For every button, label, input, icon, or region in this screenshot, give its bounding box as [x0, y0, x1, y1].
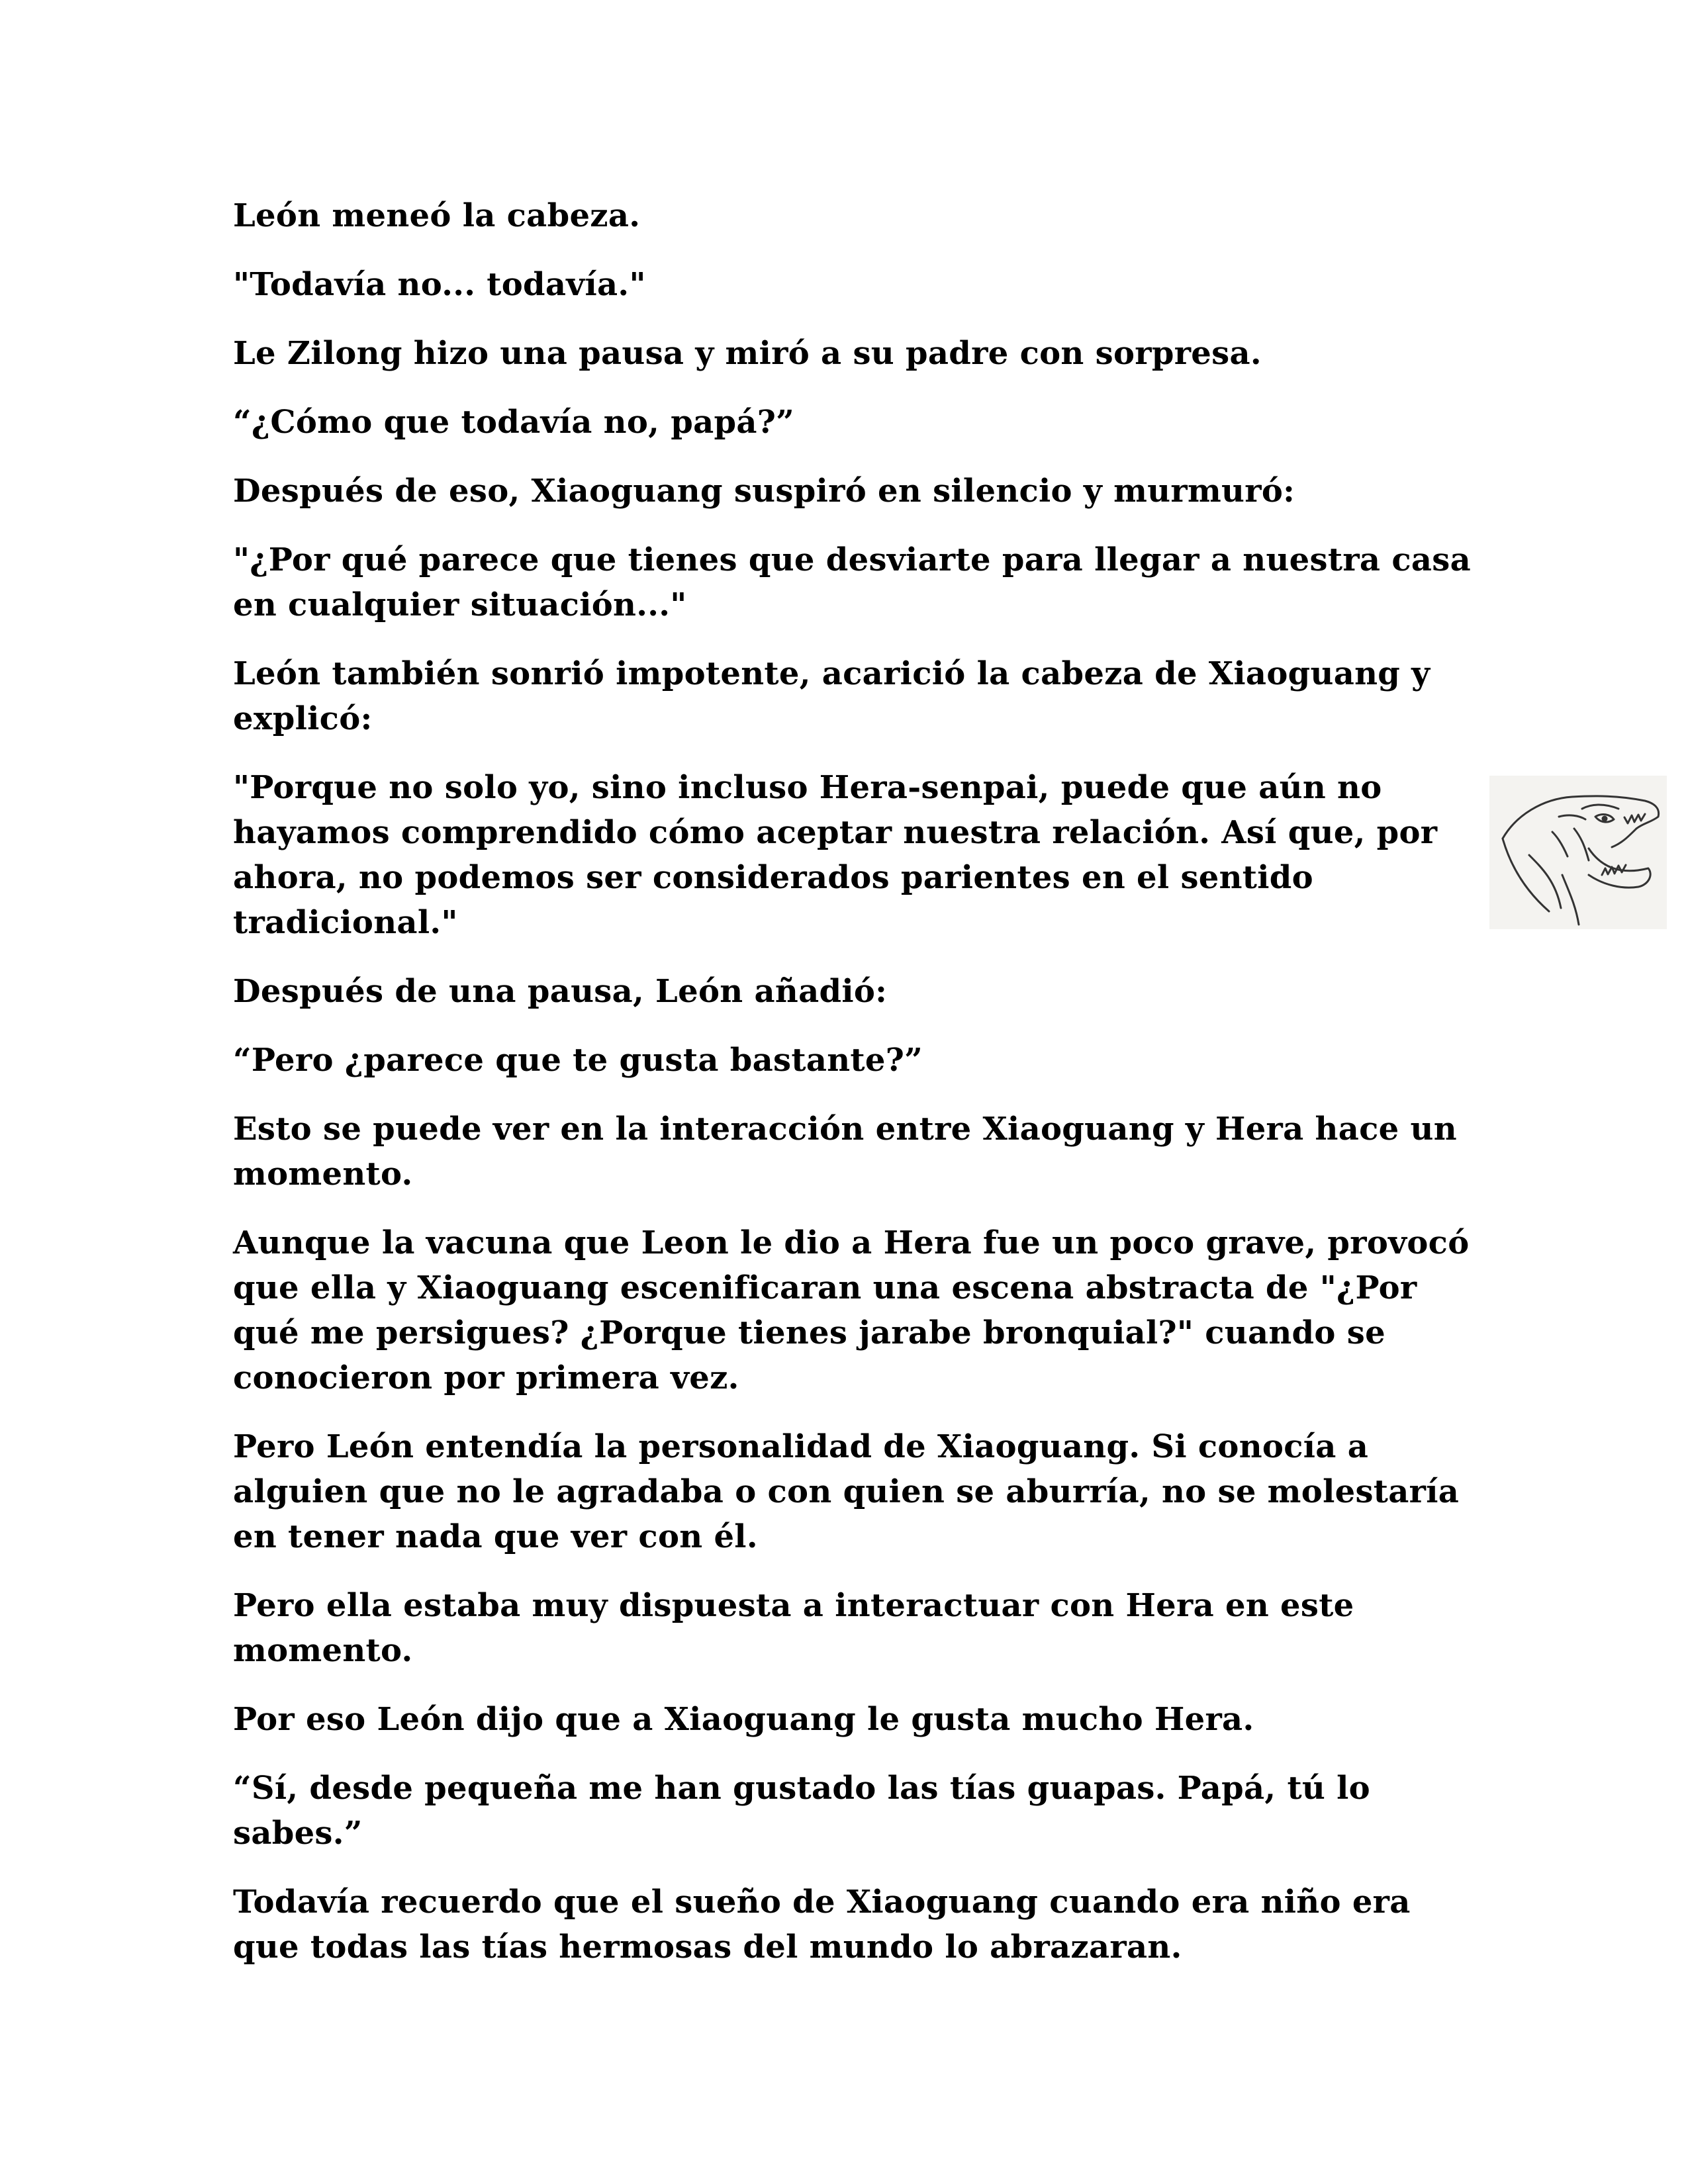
paragraph-9: Después de una pausa, León añadió:	[233, 973, 888, 1010]
paragraph-15: Por eso León dijo que a Xiaoguang le gusta mucho Hera.	[233, 1701, 1254, 1738]
paragraph-11: Esto se puede ver en la interacción entre Xiaoguang y Hera hace un momento.	[233, 1111, 1457, 1193]
paragraph-10: “Pero ¿parece que te gusta bastante?”	[233, 1042, 923, 1079]
paragraph-16: “Sí, desde pequeña me han gustado las tías guapas. Papá, tú lo sabes.”	[233, 1770, 1370, 1852]
paragraph-1: León meneó la cabeza.	[233, 197, 641, 234]
paragraph-6: "¿Por qué parece que tienes que desviarte para llegar a nuestra casa en cualquier situación..."	[233, 541, 1471, 623]
paragraph-7: León también sonrió impotente, acarició la cabeza de Xiaoguang y explicó:	[233, 655, 1430, 737]
paragraph-17: Todavía recuerdo que el sueño de Xiaoguang cuando era niño era que todas las tías hermosas del mundo lo abrazaran.	[233, 1884, 1411, 1966]
paragraph-5: Después de eso, Xiaoguang suspiró en silencio y murmuró:	[233, 473, 1295, 510]
story-text	[233, 193, 1477, 1993]
paragraph-14: Pero ella estaba muy dispuesta a interactuar con Hera en este momento.	[233, 1587, 1354, 1669]
paragraph-2: "Todavía no... todavía."	[233, 266, 646, 303]
paragraph-4: “¿Cómo que todavía no, papá?”	[233, 404, 795, 441]
paragraph-3: Le Zilong hizo una pausa y miró a su padre con sorpresa.	[233, 335, 1262, 372]
paragraph-13: Pero León entendía la personalidad de Xiaoguang. Si conocía a alguien que no le agradaba o con quien se aburría, no se molestaría en tener nada que ver con él.	[233, 1428, 1460, 1555]
paragraph-8: "Porque no solo yo, sino incluso Hera-senpai, puede que aún no hayamos comprendido cómo aceptar nuestra relación. Así que, por ahora, no podemos ser considerados parientes en el sentido tradicional."	[233, 769, 1438, 941]
paragraph-12: Aunque la vacuna que Leon le dio a Hera fue un poco grave, provocó que ella y Xiaoguang escenificaran una escena abstracta de "¿Por qué me persigues? ¿Porque tienes jarabe bronquial?" cuando se conocieron por primera vez.	[233, 1224, 1470, 1396]
dinosaur-head-sketch-icon	[1489, 776, 1667, 929]
